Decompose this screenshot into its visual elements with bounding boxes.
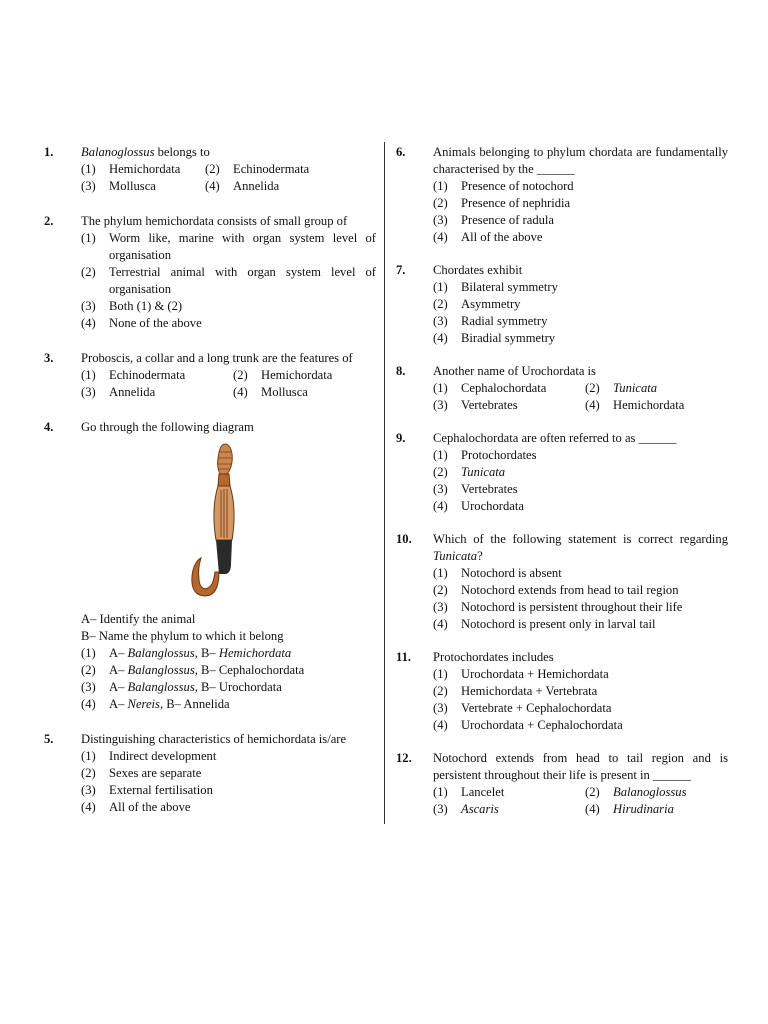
question-stem: Animals belonging to phylum chordata are fundamentally characterised by the ______	[433, 145, 728, 176]
option[interactable]: (4) Hirudinaria	[585, 802, 674, 816]
option[interactable]: (3) Vertebrate + Cephalochordata	[433, 701, 612, 715]
option[interactable]: (3) A– Balanglossus, B– Urochordata	[81, 680, 282, 694]
option[interactable]: (1) Hemichordata	[81, 162, 181, 176]
option[interactable]: (1) A– Balanglossus, B– Hemichordata	[81, 646, 292, 660]
option[interactable]: (4) All of the above	[81, 800, 191, 814]
question-5	[44, 731, 376, 816]
proboscis-shape	[218, 444, 233, 474]
option[interactable]: (3) External fertilisation	[81, 783, 213, 797]
option[interactable]: (4) A– Nereis, B– Annelida	[81, 697, 230, 711]
question-stem: Cephalochordata are often referred to as ______	[433, 431, 677, 445]
option[interactable]: (2) Hemichordata + Vertebrata	[433, 684, 598, 698]
question-12	[396, 750, 728, 818]
right-column	[396, 144, 728, 818]
question-3	[44, 350, 376, 401]
option[interactable]: (3) Annelida	[81, 385, 156, 399]
question-stem: Notochord extends from head to tail region and is persistent throughout their life is present in ______	[433, 751, 728, 782]
question-number: 9.	[396, 431, 406, 445]
option[interactable]: (2) Sexes are separate	[81, 766, 202, 780]
hepatic-region	[216, 540, 232, 574]
balanoglossus-diagram	[185, 442, 255, 600]
option[interactable]: (4) None of the above	[81, 316, 202, 330]
question-number: 4.	[44, 420, 54, 434]
option[interactable]: (1) Presence of notochord	[433, 179, 574, 193]
option[interactable]: (2) Asymmetry	[433, 297, 521, 311]
question-number: 11.	[396, 650, 412, 664]
question-number: 2.	[44, 214, 54, 228]
option[interactable]: (2) Balanoglossus	[585, 785, 687, 799]
option[interactable]: (2) Echinodermata	[205, 162, 310, 176]
option-row	[81, 161, 376, 178]
question-8	[396, 363, 728, 414]
question-6	[396, 144, 728, 246]
question-number: 7.	[396, 263, 406, 277]
question-stem: Proboscis, a collar and a long trunk are the features of	[81, 351, 353, 365]
option[interactable]: (4) Mollusca	[233, 385, 308, 399]
option[interactable]: (1) Notochord is absent	[433, 566, 562, 580]
option[interactable]: (4) All of the above	[433, 230, 543, 244]
option[interactable]: (2) Tunicata	[585, 381, 658, 395]
option[interactable]: (1) Echinodermata	[81, 368, 186, 382]
option[interactable]: (4) Notochord is present only in larval tail	[433, 617, 656, 631]
question-stem: Distinguishing characteristics of hemichordata is/are	[81, 732, 347, 746]
tail-shape	[192, 558, 219, 596]
option[interactable]: (4) Hemichordata	[585, 398, 685, 412]
option-row	[433, 397, 728, 414]
option[interactable]: (1) Bilateral symmetry	[433, 280, 558, 294]
question-7	[396, 262, 728, 347]
option-row	[81, 367, 376, 384]
question-number: 8.	[396, 364, 406, 378]
option[interactable]: (3) Ascaris	[433, 802, 499, 816]
option[interactable]: (3) Mollusca	[81, 179, 156, 193]
option[interactable]: (1) Cephalochordata	[433, 381, 547, 395]
option[interactable]: (2) Notochord extends from head to tail region	[433, 583, 679, 597]
collar-shape	[218, 474, 230, 486]
question-stem: Balanoglossus belongs to	[81, 145, 210, 159]
option[interactable]: (4) Annelida	[205, 179, 280, 193]
option[interactable]: (3) Radial symmetry	[433, 314, 548, 328]
question-number: 12.	[396, 751, 412, 765]
option[interactable]: (3) Vertebrates	[433, 482, 518, 496]
question-number: 1.	[44, 145, 54, 159]
column-divider	[384, 142, 385, 824]
question-2	[44, 213, 376, 332]
option[interactable]: (2) A– Balanglossus, B– Cephalochordata	[81, 663, 305, 677]
option[interactable]: (4) Urochordata	[433, 499, 524, 513]
option[interactable]: (1) Indirect development	[81, 749, 217, 763]
option-row	[81, 178, 376, 195]
option[interactable]: (4) Urochordata + Cephalochordata	[433, 718, 623, 732]
question-stem: The phylum hemichordata consists of small group of	[81, 214, 348, 228]
option[interactable]: (2) Terrestrial animal with organ system level of organisation	[81, 265, 376, 296]
option[interactable]: (2) Tunicata	[433, 465, 506, 479]
question-number: 5.	[44, 732, 54, 746]
option-row	[433, 380, 728, 397]
sub-question-a: A– Identify the animal	[81, 612, 196, 626]
question-11	[396, 649, 728, 734]
question-1	[44, 144, 376, 195]
option[interactable]: (2) Hemichordata	[233, 368, 333, 382]
option[interactable]: (1) Urochordata + Hemichordata	[433, 667, 609, 681]
option[interactable]: (1) Protochordates	[433, 448, 537, 462]
question-stem: Which of the following statement is correct regarding Tunicata?	[433, 532, 728, 563]
left-column	[44, 144, 376, 816]
option-row	[433, 784, 728, 801]
question-9	[396, 430, 728, 515]
question-stem: Protochordates includes	[433, 650, 554, 664]
option[interactable]: (3) Presence of radula	[433, 213, 555, 227]
option-row	[81, 384, 376, 401]
question-stem: Another name of Urochordata is	[433, 364, 596, 378]
option[interactable]: (2) Presence of nephridia	[433, 196, 571, 210]
option[interactable]: (4) Biradial symmetry	[433, 331, 556, 345]
question-4	[44, 419, 376, 713]
option[interactable]: (3) Both (1) & (2)	[81, 299, 183, 313]
question-stem: Chordates exhibit	[433, 263, 523, 277]
question-10	[396, 531, 728, 633]
question-number: 3.	[44, 351, 54, 365]
question-number: 6.	[396, 145, 406, 159]
option[interactable]: (3) Vertebrates	[433, 398, 518, 412]
option[interactable]: (1) Worm like, marine with organ system level of organisation	[81, 231, 376, 262]
option[interactable]: (3) Notochord is persistent throughout their life	[433, 600, 683, 614]
question-number: 10.	[396, 532, 412, 546]
question-stem: Go through the following diagram	[81, 420, 254, 434]
option-row	[433, 801, 728, 818]
sub-question-b: B– Name the phylum to which it belong	[81, 629, 284, 643]
option[interactable]: (1) Lancelet	[433, 785, 505, 799]
